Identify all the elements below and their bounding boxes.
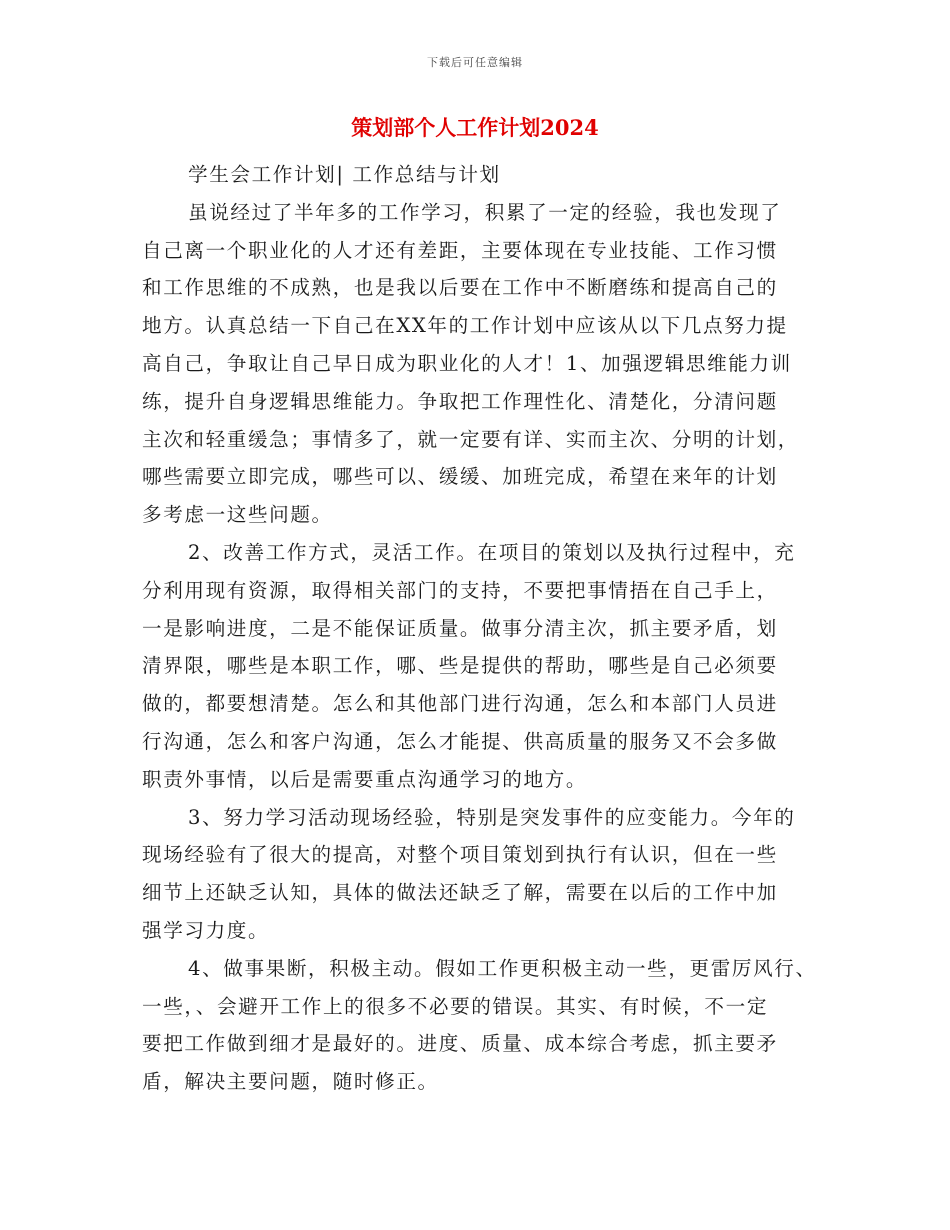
body-line: 一些，、会避开工作上的很多不必要的错误。其实、有时候，不一定 [142, 994, 769, 1018]
header-note: 下载后可任意编辑 [427, 56, 523, 69]
body-line: 一是影响进度，二是不能保证质量。做事分清主次，抓主要矛盾，划 [142, 616, 778, 640]
body-line: 职责外事情，以后是需要重点沟通学习的地方。 [142, 767, 588, 791]
body-line: 做的，都要想清楚。怎么和其他部门进行沟通，怎么和本部门人员进 [142, 692, 778, 716]
body-line: 主次和轻重缓急；事情多了，就一定要有详、实而主次、分明的计划， [142, 427, 800, 451]
document-body [142, 158, 832, 1103]
body-line: 现场经验有了很大的提高，对整个项目策划到执行有认识，但在一些 [142, 843, 778, 867]
body-line: 强学习力度。 [142, 918, 270, 942]
body-line: 多考虑一这些问题。 [142, 503, 333, 527]
body-line: 练，提升自身逻辑思维能力。争取把工作理性化、清楚化，分清问题 [142, 389, 778, 413]
body-line: 要把工作做到细才是最好的。进度、质量、成本综合考虑，抓主要矛 [142, 1032, 778, 1056]
body-line: 自己离一个职业化的人才还有差距，主要体现在专业技能、工作习惯 [142, 238, 778, 262]
body-line: 盾，解决主要问题，随时修正。 [142, 1070, 439, 1094]
body-line: 高自己，争取让自己早日成为职业化的人才！1、加强逻辑思维能力训 [142, 351, 792, 375]
body-line: 3、努力学习活动现场经验，特别是突发事件的应变能力。今年的 [188, 805, 796, 829]
body-line: 2、改善工作方式，灵活工作。在项目的策划以及执行过程中，充 [188, 540, 796, 564]
body-line: 分利用现有资源，取得相关部门的支持，不要把事情捂在自己手上， [142, 578, 778, 602]
body-line: 哪些需要立即完成，哪些可以、缓缓、加班完成，希望在来年的计划 [142, 465, 778, 489]
body-line: 行沟通，怎么和客户沟通，怎么才能提、供高质量的服务又不会多做 [142, 729, 778, 753]
body-line: 细节上还缺乏认知，具体的做法还缺乏了解，需要在以后的工作中加 [142, 881, 778, 905]
body-line: 和工作思维的不成熟，也是我以后要在工作中不断磨练和提高自己的 [142, 276, 778, 300]
body-line: 虽说经过了半年多的工作学习，积累了一定的经验，我也发现了 [188, 200, 782, 224]
body-line: 清界限，哪些是本职工作，哪、些是提供的帮助，哪些是自己必须要 [142, 654, 778, 678]
body-line: 地方。认真总结一下自己在XX年的工作计划中应该从以下几点努力提 [142, 314, 788, 338]
body-line: 学生会工作计划| 工作总结与计划 [188, 163, 501, 186]
body-line: 4、做事果断，积极主动。假如工作更积极主动一些，更雷厉风行、 [188, 956, 817, 980]
document-title: 策划部个人工作计划2024 [351, 115, 599, 140]
